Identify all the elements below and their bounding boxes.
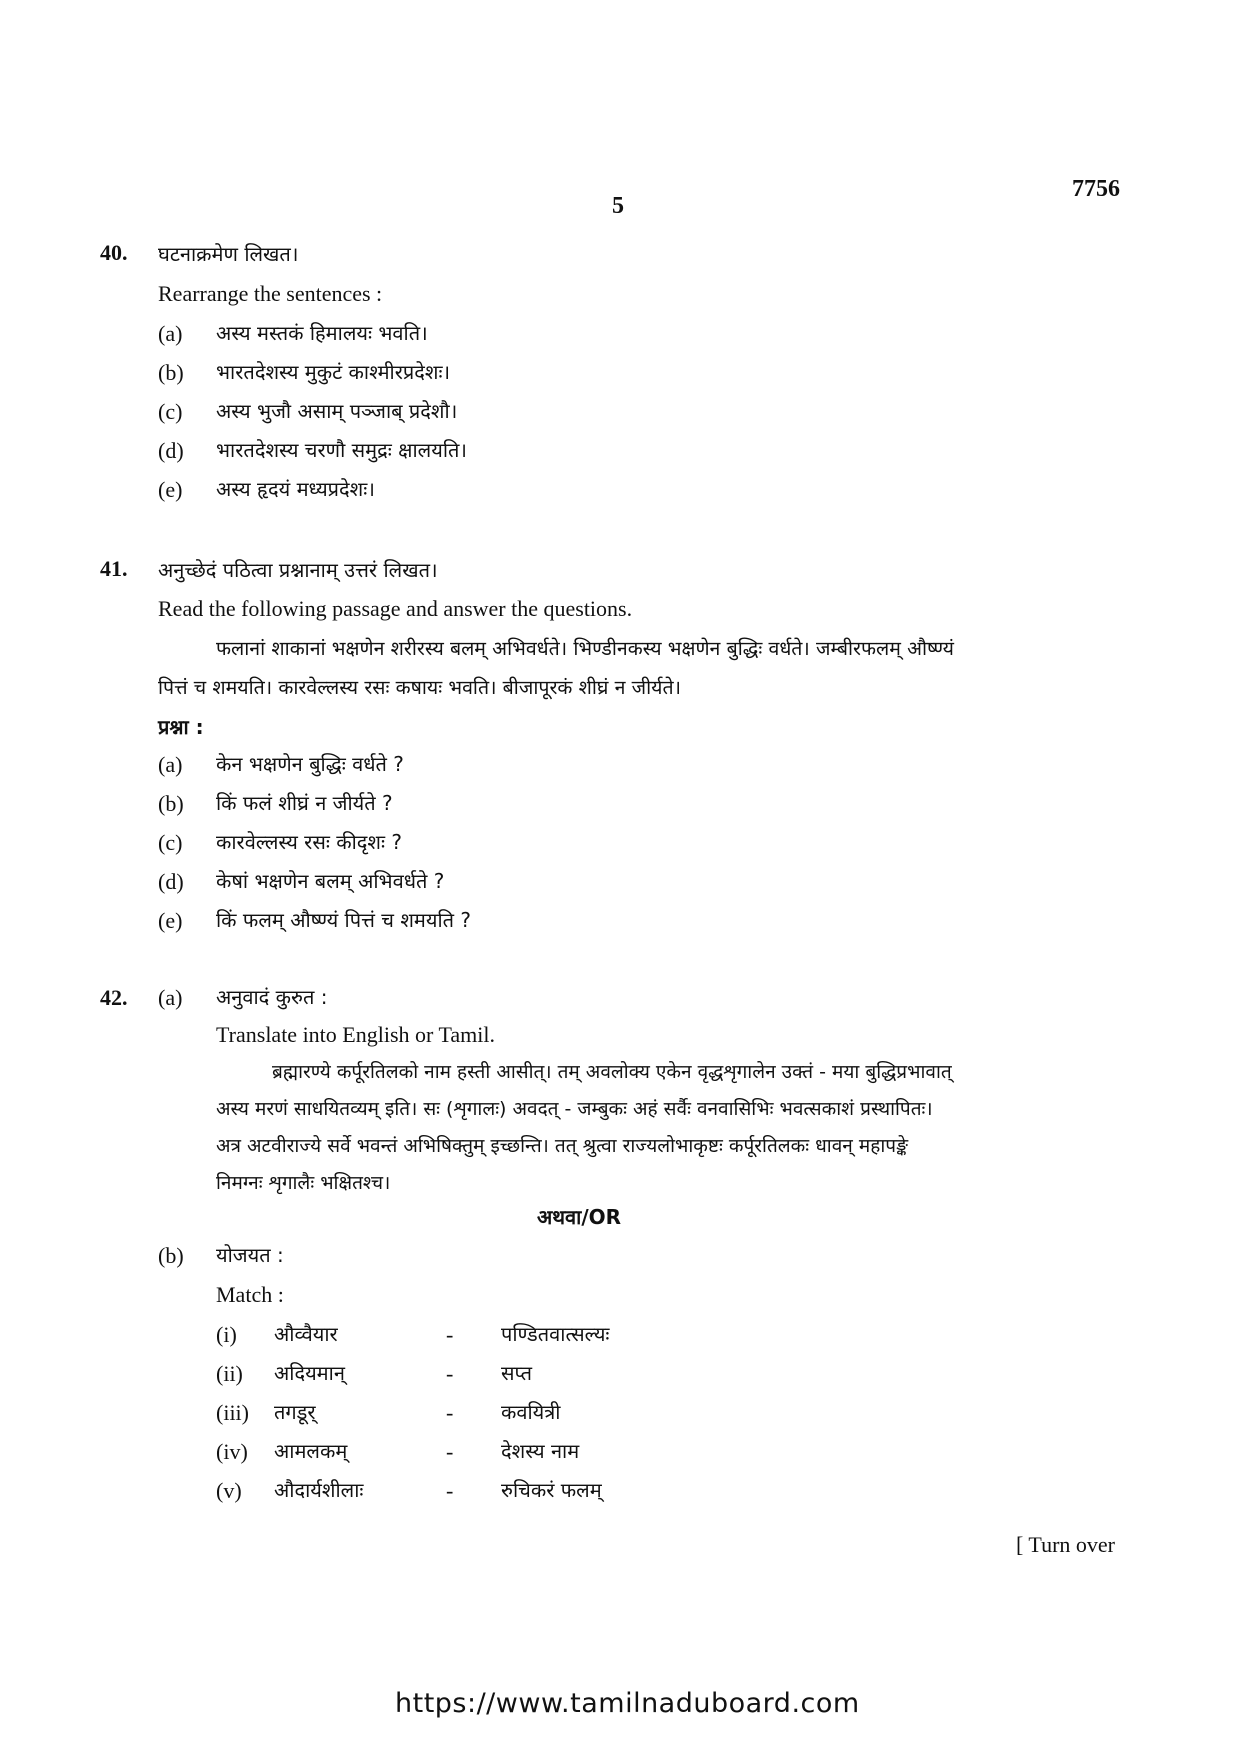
match-row-label: (v) (216, 1478, 242, 1503)
item-label: (d) (158, 438, 184, 463)
match-right: पण्डितवात्सल्यः (501, 1322, 610, 1346)
passage-line: ब्रह्मारण्ये कर्पूरतिलको नाम हस्ती आसीत्। तम् अवलोक्य एकेन वृद्धशृगालेन उक्तं - मया बुद्धिप्रभावात् (272, 1061, 952, 1083)
instruction-sanskrit: अनुच्छेदं पठित्वा प्रश्नानाम् उत्तरं लिखत। (158, 558, 438, 582)
item-text: भारतदेशस्य चरणौ समुद्रः क्षालयति। (216, 438, 467, 462)
match-left: अदियमान् (274, 1361, 345, 1385)
item-text: अस्य हृदयं मध्यप्रदेशः। (216, 477, 375, 501)
question-label: (c) (158, 830, 183, 855)
question-label: (e) (158, 908, 183, 933)
question-label: (b) (158, 791, 184, 816)
part-a-instruction-english: Translate into English or Tamil. (216, 1022, 495, 1047)
passage-line: फलानां शाकानां भक्षणेन शरीरस्य बलम् अभिवर्धते। भिण्डीनकस्य भक्षणेन बुद्धिः वर्धते। जम्बीरफलम् औष्ण्यं (216, 637, 954, 660)
turn-over-note: [ Turn over (1016, 1532, 1116, 1557)
item-text: अस्य भुजौ असाम् पञ्जाब् प्रदेशौ। (216, 399, 458, 423)
question-label: (a) (158, 752, 183, 777)
match-right: रुचिकरं फलम् (501, 1478, 602, 1502)
match-row-label: (iii) (216, 1400, 249, 1425)
match-right: सप्त (501, 1361, 533, 1385)
item-label: (a) (158, 321, 183, 346)
instruction-english: Rearrange the sentences : (158, 281, 383, 306)
match-left: औव्वैयार (274, 1322, 338, 1346)
passage-line: अस्य मरणं साधयितव्यम् इति। सः (शृगालः) अवदत् - जम्बुकः अहं सर्वैः वनवासिभिः भवत्सकाशं प्रस्थापितः। (216, 1098, 933, 1120)
match-dash: - (446, 1361, 454, 1386)
questions-heading: प्रश्ना : (158, 715, 204, 739)
match-dash: - (446, 1400, 454, 1425)
part-b-instruction-english: Match : (216, 1282, 284, 1307)
match-right: कवयित्री (501, 1400, 561, 1424)
item-label: (c) (158, 399, 183, 424)
match-row-label: (iv) (216, 1439, 248, 1464)
part-a-label: (a) (158, 985, 183, 1010)
match-dash: - (446, 1322, 454, 1347)
match-left: तगडूर् (274, 1400, 316, 1424)
match-dash: - (446, 1439, 454, 1464)
match-left: आमलकम् (274, 1439, 348, 1463)
match-dash: - (446, 1478, 454, 1503)
match-row-label: (i) (216, 1322, 237, 1347)
passage-line: अत्र अटवीराज्ये सर्वे भवन्तं अभिषिक्तुम् इच्छन्ति। तत् श्रुत्वा राज्यलोभाकृष्टः कर्पूरतिलकः धावन् महापङ्के (216, 1135, 909, 1157)
part-b-instruction-sanskrit: योजयत : (216, 1243, 284, 1267)
watermark-url[interactable]: https://www.tamilnaduboard.com (395, 1688, 860, 1719)
instruction-sanskrit: घटनाक्रमेण लिखत। (158, 242, 299, 266)
item-text: भारतदेशस्य मुकुटं काश्मीरप्रदेशः। (216, 360, 451, 384)
or-separator: अथवा/OR (537, 1205, 622, 1229)
match-row-label: (ii) (216, 1361, 243, 1386)
question-number: 40. (100, 240, 128, 265)
item-text: अस्य मस्तकं हिमालयः भवति। (216, 321, 428, 345)
part-a-instruction-sanskrit: अनुवादं कुरुत : (216, 985, 328, 1009)
question-text: केन भक्षणेन बुद्धिः वर्धते ? (216, 752, 404, 776)
item-label: (b) (158, 360, 184, 385)
question-number: 42. (100, 985, 128, 1010)
match-right: देशस्य नाम (501, 1439, 580, 1463)
question-text: कारवेल्लस्य रसः कीदृशः ? (216, 830, 403, 854)
passage-line: पित्तं च शमयति। कारवेल्लस्य रसः कषायः भवति। बीजापूरकं शीघ्रं न जीर्यते। (158, 676, 681, 699)
question-text: केषां भक्षणेन बलम् अभिवर्धते ? (216, 869, 445, 893)
question-text: किं फलं शीघ्रं न जीर्यते ? (216, 791, 393, 815)
paper-code: 7756 (1072, 176, 1120, 202)
passage-line: निमग्नः शृगालैः भक्षितश्च। (216, 1172, 391, 1194)
item-label: (e) (158, 477, 183, 502)
question-label: (d) (158, 869, 184, 894)
instruction-english: Read the following passage and answer the questions. (158, 596, 633, 621)
part-b-label: (b) (158, 1243, 184, 1268)
page-number: 5 (612, 193, 624, 219)
question-text: किं फलम् औष्ण्यं पित्तं च शमयति ? (216, 908, 472, 932)
question-number: 41. (100, 556, 128, 581)
match-left: औदार्यशीलाः (274, 1478, 364, 1502)
